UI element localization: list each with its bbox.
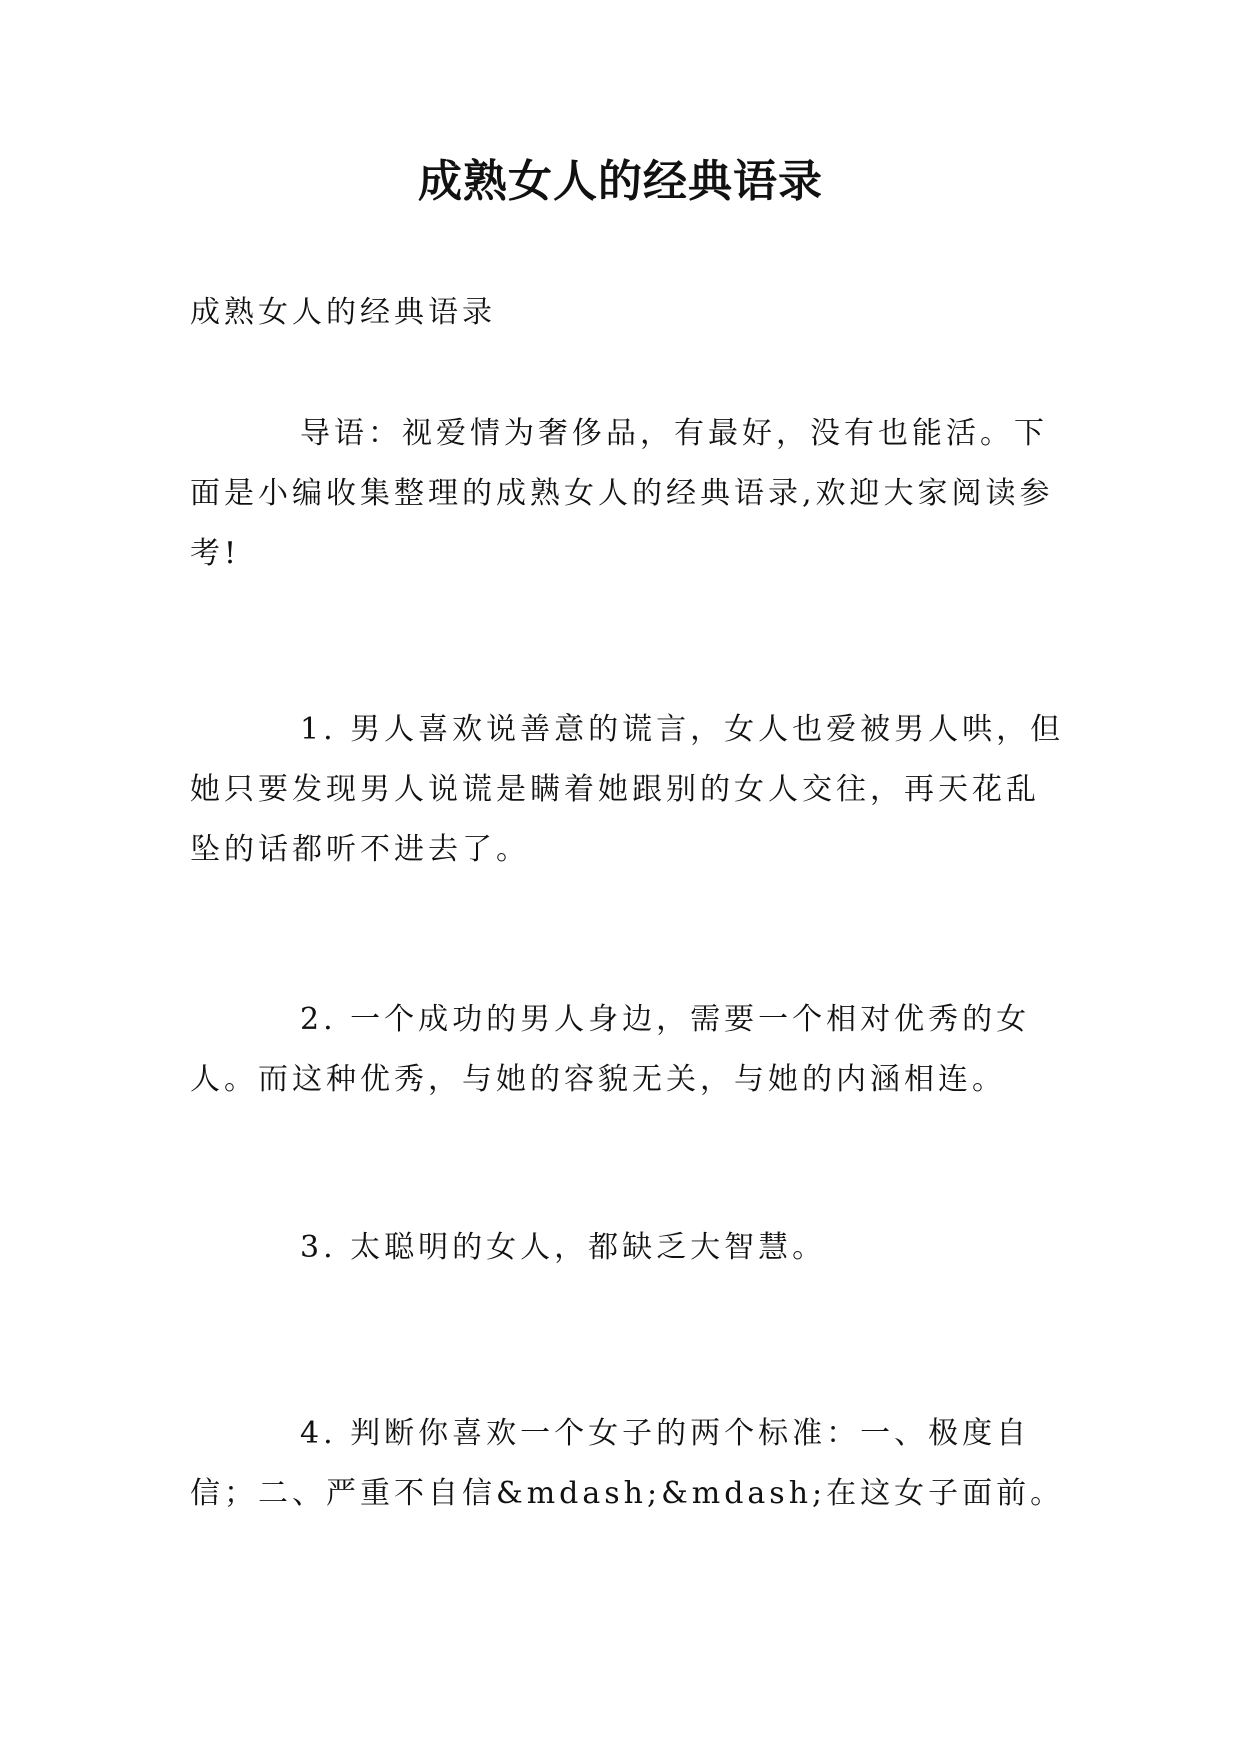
quote-paragraph-4: 4. 判断你喜欢一个女子的两个标准：一、极度自信；二、严重不自信&mdash;&mdash;在这女子面前。 bbox=[190, 1416, 1065, 1511]
quote-paragraph-2: 2. 一个成功的男人身边，需要一个相对优秀的女人。而这种优秀，与她的容貌无关，与她的内涵相连。 bbox=[190, 1002, 1031, 1097]
intro-paragraph: 导语：视爱情为奢侈品，有最好，没有也能活。下面是小编收集整理的成熟女人的经典语录,欢迎大家阅读参考! bbox=[190, 416, 1054, 571]
document-title: 成熟女人的经典语录 bbox=[418, 156, 823, 207]
quote-paragraph-3: 3. 太聪明的女人，都缺乏大智慧。 bbox=[300, 1230, 827, 1265]
quote-paragraph-1: 1. 男人喜欢说善意的谎言，女人也爱被男人哄，但她只要发现男人说谎是瞒着她跟别的女人交往，再天花乱坠的话都听不进去了。 bbox=[190, 712, 1065, 867]
document-subtitle: 成熟女人的经典语录 bbox=[190, 295, 496, 330]
